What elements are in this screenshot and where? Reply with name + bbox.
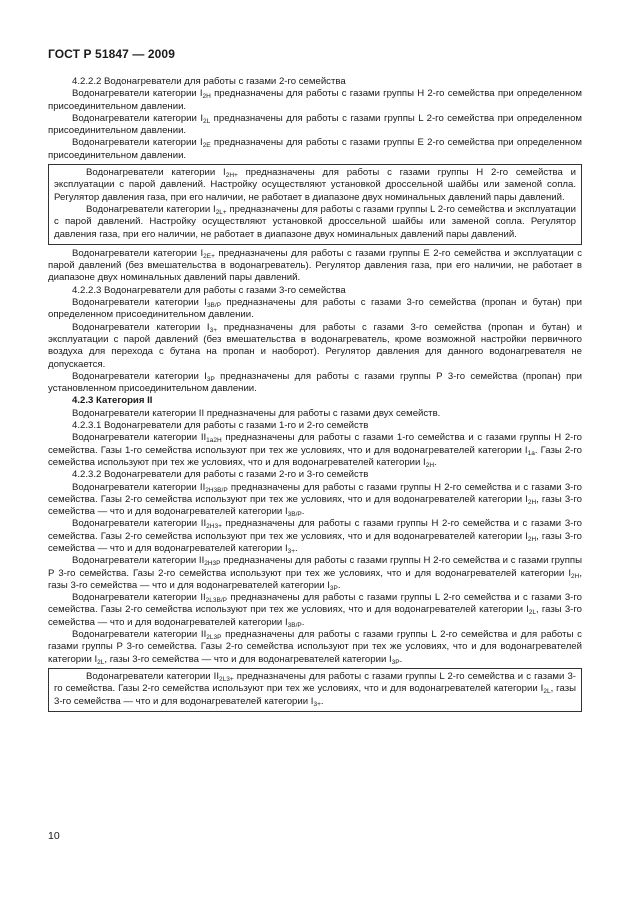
paragraph-i2h: Водонагреватели категории $I_{2H}$ предназначены для работы с газами группы Н 2-го семейства при определенном присоединительном давлении. — [48, 88, 582, 112]
paragraph-i2e: Водонагреватели категории $I_{2E}$ предназначены для работы с газами группы Е 2-го семейства при определенном присоединительном давлении. — [48, 137, 582, 161]
paragraph-category-ii: Водонагреватели категории II предназначены для работы с газами двух семейств. — [72, 407, 441, 419]
section-heading-4-2-3-2: 4.2.3.2 Водонагреватели для работы с газами 2-го и 3-го семейств — [72, 469, 369, 481]
paragraph-ii2h3plus: Водонагреватели категории $II_{2H3+}$ предназначены для работы с газами группы Н 2-го семейства и с газами 3-го семейства. Газы 2-го семейства используют при тех же условиях, что и для водонагревателей категории $I_{2H}$, газы 3-го семейства — что и для водонагревателей категории $I_{3+}$. — [48, 518, 582, 555]
paragraph-ii2l3plus: Водонагреватели категории $II_{2L3+}$ предназначены для работы с газами группы L 2-го семейства и с газами 3-го семейства. Газы 2-го семейства используют при тех же условиях, что и для водонагревателей категории $I_{2L}$, газы 3-го семейства — что и для водонагревателей категории $I_{3+}$. — [54, 670, 576, 708]
document-body — [48, 76, 582, 715]
section-heading-4-2-3-1: 4.2.3.1 Водонагреватели для работы с газами 1-го и 2-го семейств — [72, 420, 369, 432]
section-heading-4-2-2-3: 4.2.2.3 Водонагреватели для работы с газами 3-го семейства — [72, 284, 346, 296]
paragraph-i2e-plus: Водонагреватели категории $I_{2E+}$ предназначены для работы с газами группы Е 2-го семейства и эксплуатации с парой давлений (без вмешательства в водонагреватель). Регулятор давления газа, при его наличии, не работает в диапазоне двух номинальных давлений пары давлений. — [48, 247, 582, 284]
boxed-note-2 — [48, 668, 582, 712]
paragraph-ii2l3bp: Водонагреватели категории $II_{2L3B/P}$ предназначены для работы с газами группы L 2-го семейства и с газами 3-го семейства. Газы 2-го семейства используют при тех же условиях, что и для водонагревателей категории $I_{2L}$, газы 3-го семейства — что и для водонагревателей категории $I_{3B/P}$. — [48, 592, 582, 629]
paragraph-ii2h3p: Водонагреватели категории $II_{2H3P}$ предназначены для работы с газами группы Н 2-го семейства и с газами группы Р 3-го семейства. Газы 2-го семейства используют при тех же условиях, что и для водонагревателей категории $I_{2H}$, газы 3-го семейства — что и для водонагревателей категории $I_{3P}$. — [48, 555, 582, 592]
paragraph-i2h-plus: Водонагреватели категории $I_{2H+}$ предназначены для работы с газами группы Н 2-го семейства и эксплуатации с парой давлений. Настройку осуществляют установкой дроссельной шайбы или заменой сопла. Регулятор давления газа, при его наличии, не работает в диапазоне двух номинальных давлений пары давлений. — [54, 167, 576, 203]
paragraph-ii2h3bp: Водонагреватели категории $II_{2H3B/P}$ предназначены для работы с газами группы Н 2-го семейства и с газами 3-го семейства. Газы 2-го семейства используют при тех же условиях, что и для водонагревателей категории $I_{2H}$, газы 3-го семейства — что и для водонагревателей категории $I_{3B/P}$. — [48, 481, 582, 519]
paragraph-ii1a2h: Водонагреватели категории $II_{1a2H}$ предназначены для работы с газами 1-го семейства и с газами группы Н 2-го семейства. Газы 1-го семейства используют при тех же условиях, что и для водонагревателей категории $I_{1a}$. Газы 2-го семейства используют при тех же условиях, что и для водонагревателей категории $I_{2H}$. — [48, 432, 582, 469]
paragraph-i2l: Водонагреватели категории $I_{2L}$ предназначены для работы с газами группы L 2-го семейства при определенном присоединительном давлении. — [48, 112, 582, 137]
paragraph-i3p: Водонагреватели категории $I_{3P}$ предназначены для работы с газами группы Р 3-го семейства (пропан) при установленном присоединительном давлении. — [48, 370, 583, 395]
paragraph-i2l-plus: Водонагреватели категории $I_{2L+}$ предназначены для работы с газами группы L 2-го семейства и эксплуатации с парой давлений. Настройку осуществляют установкой дроссельной шайбы или заменой сопла. Регулятор давления газа, при его наличии, не работает в диапазоне двух номинальных давлений пары давлений. — [54, 203, 576, 240]
document-header: ГОСТ Р 51847 — 2009 — [48, 47, 175, 61]
section-heading-4-2-3: 4.2.3 Категория II — [72, 395, 153, 407]
section-heading-4-2-2-2: 4.2.2.2 Водонагреватели для работы с газами 2-го семейства — [72, 76, 346, 87]
paragraph-i3plus: Водонагреватели категории $I_{3+}$ предназначены для работы с газами 3-го семейства (пропан и бутан) и эксплуатации с парой давлений (без вмешательства в водонагреватель, кроме возможной настройки первичного воздуха для перехода с бутана на пропан и наоборот). Регулятор давления для данного водонагревателя не допускается. — [48, 321, 582, 370]
paragraph-i3bp: Водонагреватели категории $I_{3B/P}$ предназначены для работы с газами 3-го семейства (пропан и бутан) при определенном присоединительном давлении. — [48, 297, 582, 321]
page-number: 10 — [48, 830, 60, 842]
paragraph-ii2l3p: Водонагреватели категории $II_{2L3P}$ предназначены для работы с газами группы L 2-го семейства и для работы с газами группы Р 3-го семейства. Газы 2-го семейства используют при тех же условиях, что и для водонагревателей категории $I_{2L}$, газы 3-го семейства — что и для водонагревателей категории $I_{3P}$. — [48, 629, 582, 666]
boxed-note-1 — [48, 164, 582, 245]
